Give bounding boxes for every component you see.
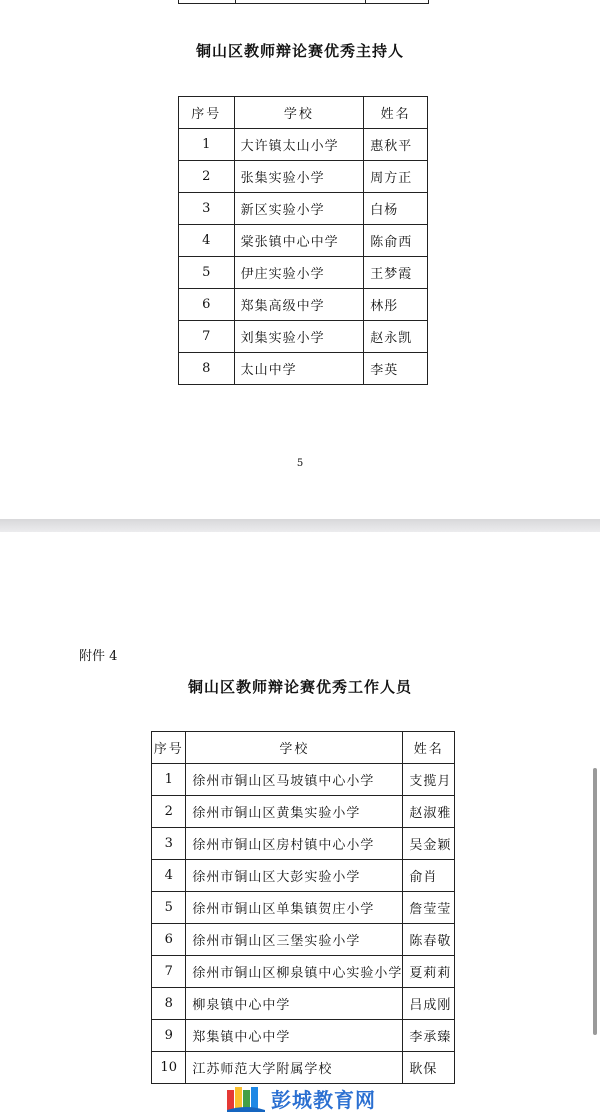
cell-index: 3 (179, 193, 235, 225)
header-index: 序号 (152, 732, 186, 764)
page-separator (0, 519, 600, 532)
cell-index: 3 (152, 828, 186, 860)
header-school: 学校 (186, 732, 403, 764)
header-school: 学校 (234, 97, 364, 129)
cell-school: 徐州市铜山区马坡镇中心小学 (186, 764, 403, 796)
table-row (179, 289, 428, 321)
cell-name: 陈俞西 (364, 225, 428, 257)
table-row (152, 924, 455, 956)
host-table (178, 96, 428, 385)
cell-school: 刘集实验小学 (234, 321, 364, 353)
cell-name: 俞肖 (403, 860, 455, 892)
cell-name: 惠秋平 (364, 129, 428, 161)
table-row (152, 956, 455, 988)
cell-school: 太山中学 (234, 353, 364, 385)
cell-index: 6 (179, 289, 235, 321)
cell-index: 5 (152, 892, 186, 924)
cell-name: 支揽月 (403, 764, 455, 796)
cell-school: 柳泉镇中心中学 (186, 988, 403, 1020)
cell-name: 吕成刚 (403, 988, 455, 1020)
cell-index: 1 (179, 129, 235, 161)
cell-school: 大许镇太山小学 (234, 129, 364, 161)
page-title: 铜山区教师辩论赛优秀主持人 (195, 42, 404, 60)
cell-index: 8 (179, 353, 235, 385)
cell-index: 7 (152, 956, 186, 988)
cell-name: 林彤 (364, 289, 428, 321)
cell-school: 张集实验小学 (234, 161, 364, 193)
cell-school: 徐州市铜山区柳泉镇中心实验小学 (186, 956, 403, 988)
book-logo-icon (225, 1082, 267, 1112)
table-row (152, 796, 455, 828)
header-index: 序号 (179, 97, 235, 129)
cell-name: 吴金颖 (403, 828, 455, 860)
table-row (152, 828, 455, 860)
staff-table (151, 731, 455, 1084)
cell-index: 4 (152, 860, 186, 892)
table-row (152, 892, 455, 924)
table-row (179, 353, 428, 385)
cell-name: 赵永凯 (364, 321, 428, 353)
table-row (179, 321, 428, 353)
cell-index: 10 (152, 1052, 186, 1084)
cell-index: 9 (152, 1020, 186, 1052)
cell-index: 6 (152, 924, 186, 956)
cell-name: 周方正 (364, 161, 428, 193)
previous-table-bottom-edge (178, 0, 429, 4)
cell-name: 詹莹莹 (403, 892, 455, 924)
cell-school: 棠张镇中心中学 (234, 225, 364, 257)
table-row (152, 860, 455, 892)
table-header-row (152, 732, 455, 764)
table-row (179, 225, 428, 257)
cell-name: 李承臻 (403, 1020, 455, 1052)
table-row (152, 988, 455, 1020)
scrollbar[interactable] (593, 768, 597, 1035)
cell-name: 陈春敬 (403, 924, 455, 956)
cell-school: 徐州市铜山区黄集实验小学 (186, 796, 403, 828)
table-row (179, 161, 428, 193)
page-title: 铜山区教师辩论赛优秀工作人员 (187, 678, 412, 696)
cell-school: 郑集高级中学 (234, 289, 364, 321)
table-row (152, 764, 455, 796)
cell-index: 8 (152, 988, 186, 1020)
cell-index: 7 (179, 321, 235, 353)
cell-school: 徐州市铜山区三堡实验小学 (186, 924, 403, 956)
cell-school: 伊庄实验小学 (234, 257, 364, 289)
page-number: 5 (296, 458, 304, 469)
watermark (225, 1080, 385, 1112)
watermark-text: 彭城教育网 (271, 1088, 376, 1112)
document-page-1 (0, 0, 600, 519)
cell-school: 新区实验小学 (234, 193, 364, 225)
cell-name: 李英 (364, 353, 428, 385)
cell-index: 2 (152, 796, 186, 828)
cell-school: 江苏师范大学附属学校 (186, 1052, 403, 1084)
table-row (179, 257, 428, 289)
cell-index: 2 (179, 161, 235, 193)
cell-name: 耿保 (403, 1052, 455, 1084)
table-row (179, 193, 428, 225)
cell-school: 徐州市铜山区房村镇中心小学 (186, 828, 403, 860)
table-row (152, 1052, 455, 1084)
cell-index: 4 (179, 225, 235, 257)
cell-index: 1 (152, 764, 186, 796)
table-row (179, 129, 428, 161)
cell-name: 王梦霞 (364, 257, 428, 289)
attachment-label: 附件 4 (79, 649, 118, 664)
cell-index: 5 (179, 257, 235, 289)
cell-school: 郑集镇中心中学 (186, 1020, 403, 1052)
table-header-row (179, 97, 428, 129)
cell-name: 夏莉莉 (403, 956, 455, 988)
cell-name: 赵淑雅 (403, 796, 455, 828)
cell-school: 徐州市铜山区单集镇贺庄小学 (186, 892, 403, 924)
header-name: 姓名 (403, 732, 455, 764)
table-row (152, 1020, 455, 1052)
header-name: 姓名 (364, 97, 428, 129)
cell-name: 白杨 (364, 193, 428, 225)
cell-school: 徐州市铜山区大彭实验小学 (186, 860, 403, 892)
